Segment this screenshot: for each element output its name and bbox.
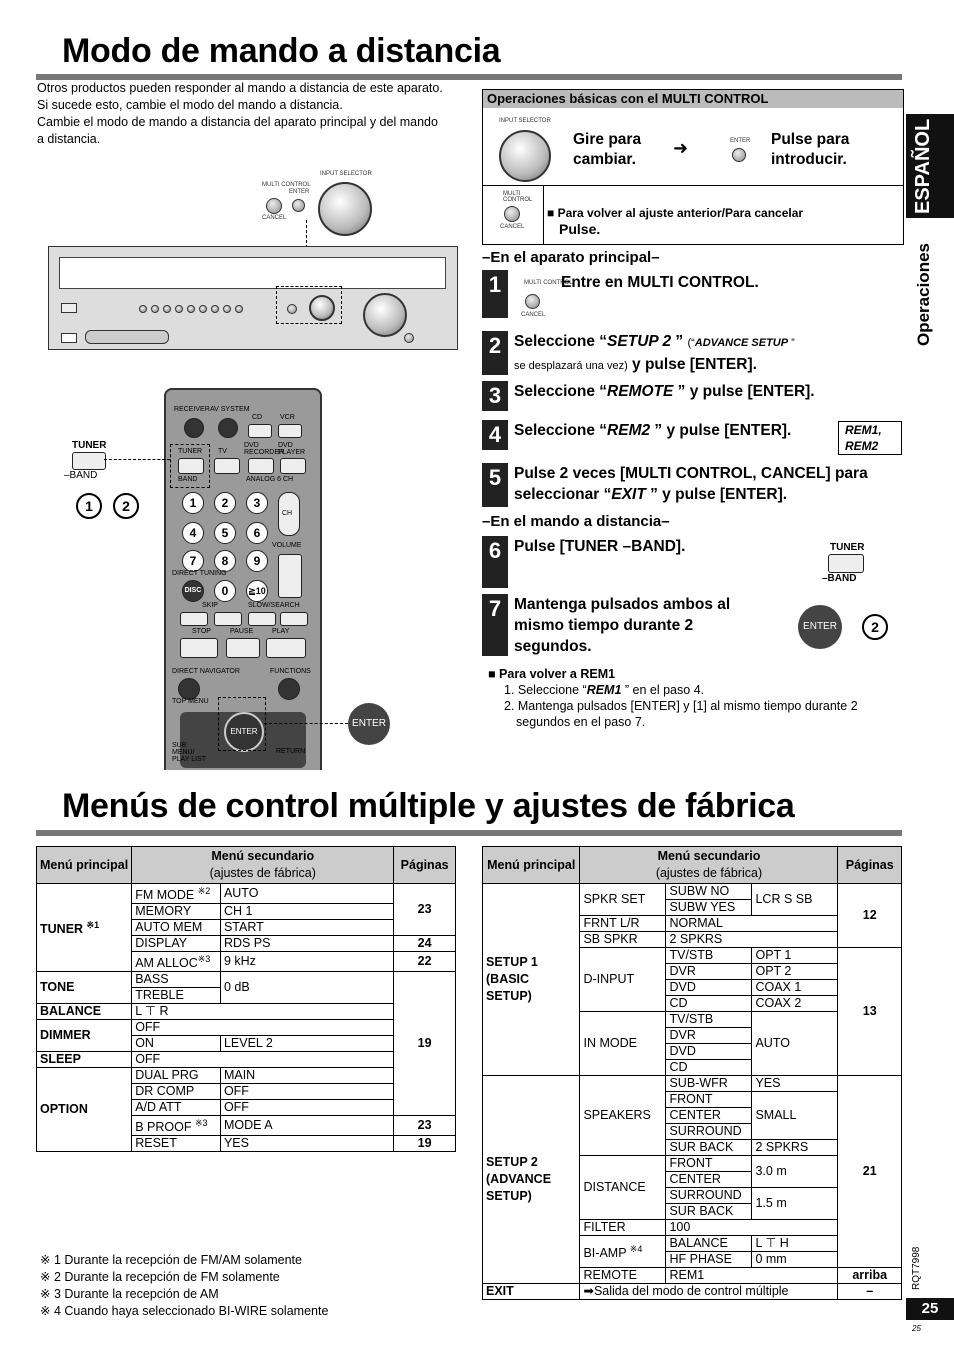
intro-line: Otros productos pueden responder al mando a distancia de este aparato. [37, 81, 443, 95]
menu-default: COAX 2 [752, 996, 838, 1012]
multi-control-button[interactable] [266, 198, 282, 214]
digit-1-button[interactable]: 1 [182, 492, 204, 514]
turn-to-change-text: Gire para cambiar. [573, 131, 642, 168]
step3-a: Seleccione “ [514, 383, 608, 400]
menu-default: CH 1 [220, 904, 393, 920]
front-inputs [85, 330, 169, 344]
phones-jack [61, 333, 77, 343]
band-label: –BAND [64, 470, 98, 481]
step2-text [514, 331, 894, 377]
circle-1-icon: 1 [76, 493, 102, 519]
table-header: Menú secundario (ajustes de fábrica) [132, 847, 394, 884]
stop-button[interactable] [180, 638, 218, 658]
cancel-press: Pulse. [559, 221, 601, 237]
dvd-player-button[interactable] [280, 458, 306, 474]
search-forward-button[interactable] [280, 612, 308, 626]
menu-sub: D-INPUT [580, 948, 666, 1012]
enter-leader-line [264, 723, 348, 724]
digit-8-button[interactable]: 8 [214, 550, 236, 572]
step5-text [514, 463, 868, 505]
step5-em: EXIT [611, 486, 646, 503]
menu-sub2: FRONT [666, 1156, 752, 1172]
remote-label: CD [252, 414, 263, 421]
tv-button[interactable] [214, 458, 240, 474]
multi-control-cancel-icon [504, 206, 520, 222]
menu-sub2: SUBW YES [666, 900, 752, 916]
rem-options-box: REM1, REM2 [838, 421, 902, 455]
menu-sub: TREBLE [132, 988, 221, 1004]
step7-line2: mismo tiempo durante 2 [514, 617, 694, 634]
menu-sub2: DVD [666, 1044, 752, 1060]
menu-default: AUTO [220, 884, 393, 904]
menu-main-dimmer: DIMMER [37, 1020, 132, 1052]
step4-b: ” y pulse [ENTER]. [650, 422, 792, 439]
menu-sub2: TV/STB [666, 1012, 752, 1028]
step4-a: Seleccione “ [514, 422, 608, 439]
menu-default: 2 SPKRS [666, 932, 838, 948]
menu-sub: DISTANCE [580, 1156, 666, 1220]
input-selector-knob[interactable] [318, 182, 372, 236]
menu-main-tuner: TUNER $^{※1}$ [37, 884, 132, 972]
skip-back-button[interactable] [180, 612, 208, 626]
footnote: ※ 3 Durante la recepción de AM [40, 1287, 219, 1301]
panel-button[interactable] [139, 305, 147, 313]
cancel-note: ■ Para volver al ajuste anterior/Para cancelar [547, 206, 804, 220]
intro-line: Cambie el modo de mando a distancia del aparato principal y del mando [37, 115, 438, 129]
unit-label-cancel: CANCEL [262, 215, 287, 221]
menu-sub2: CENTER [666, 1172, 752, 1188]
menu-default: ➡Salida del modo de control múltiple [580, 1284, 838, 1300]
menu-sub: FRNT L/R [580, 916, 666, 932]
menu-sub2: SUR BACK [666, 1204, 752, 1220]
remote-label: DIRECT TUNING [172, 570, 227, 577]
panel-button[interactable] [235, 305, 243, 313]
menu-sub2: DVR [666, 1028, 752, 1044]
menu-default: OPT 1 [752, 948, 838, 964]
menu-sub2: CD [666, 996, 752, 1012]
menu-default: 3.0 m [752, 1156, 838, 1188]
page-ref: arriba [838, 1268, 902, 1284]
table-header: Menú principal [483, 847, 580, 884]
remote-label: ANALOG 6 CH [246, 476, 294, 483]
remote-label: PAUSE [230, 628, 254, 635]
language-tab [906, 114, 954, 218]
step-number: 7 [482, 594, 508, 656]
step4-em: REM2 [607, 422, 651, 439]
step5-line2a: seleccionar “ [514, 486, 612, 503]
step2-small-em: ADVANCE SETUP [694, 337, 789, 349]
section-side-label: Operaciones [914, 243, 933, 346]
step5-line1: Pulse 2 veces [MULTI CONTROL, CANCEL] para [514, 465, 868, 482]
rem1-note-item: segundos en el paso 7. [516, 715, 646, 729]
remote-label: DIRECT NAVIGATOR [172, 668, 240, 675]
multi-control-basics-box [482, 89, 904, 245]
menu-sub2: SURROUND [666, 1124, 752, 1140]
digit-5-button[interactable]: 5 [214, 522, 236, 544]
page-ref: 19 [394, 1136, 456, 1152]
intro-text [37, 80, 467, 148]
menu-default: 0 dB [220, 972, 393, 1004]
arrow-icon: ➜ [673, 138, 689, 158]
remote-label: STOP [192, 628, 211, 635]
title-rule [36, 830, 902, 836]
menu-sub2: DVR [666, 964, 752, 980]
page-ref: 19 [394, 972, 456, 1116]
menu-default: 0 mm [752, 1252, 838, 1268]
menu-default: OFF [220, 1084, 393, 1100]
menu-default: AUTO [752, 1012, 838, 1076]
menu-sub: DR COMP [132, 1084, 221, 1100]
panel-button[interactable] [211, 305, 219, 313]
functions-button[interactable] [278, 678, 300, 700]
remote-label: DVD RECORDER [244, 442, 285, 456]
menu-main-setup2: SETUP 2 (ADVANCE SETUP) [483, 1076, 580, 1284]
step4-text [514, 420, 791, 441]
step-number: 1 [482, 270, 508, 318]
menu-sub: A/D ATT [132, 1100, 221, 1116]
step3-em: REMOTE [607, 383, 674, 400]
rem1-item1a: 1. Seleccione “ [504, 683, 587, 697]
menu-sub: MEMORY [132, 904, 221, 920]
menu-default: SMALL [752, 1092, 838, 1140]
remote-label: VOLUME [272, 542, 302, 549]
menu-sub: BASS [132, 972, 221, 988]
direct-navigator-button[interactable] [178, 678, 200, 700]
menu-sub2: SUBW NO [666, 884, 752, 900]
enter-button-icon [732, 148, 746, 162]
rem1-item1em: REM1 [586, 683, 622, 697]
menu-sub2: HF PHASE [666, 1252, 752, 1268]
panel-button[interactable] [199, 305, 207, 313]
remote-label: TUNER [178, 448, 203, 455]
remote-label: BAND [178, 476, 198, 483]
box-label-multi: MULTI CONTROL [503, 191, 533, 203]
step2-small-a: (“ [687, 337, 695, 349]
menu-default: RDS PS [220, 936, 393, 952]
enter-highlight [218, 697, 266, 751]
menu-main-exit: EXIT [483, 1284, 580, 1300]
menu-default: 1.5 m [752, 1188, 838, 1220]
menu-default: L ⊤ H [752, 1236, 838, 1252]
menu-sub: BI-AMP $^{※4}$ [580, 1236, 666, 1268]
page-number-small: 25 [912, 1324, 921, 1333]
page-ref: 12 [838, 884, 902, 948]
step6-tuner-band-button [828, 554, 864, 573]
step7-line3: segundos. [514, 638, 592, 655]
box-label-enter: ENTER [730, 138, 751, 144]
menu-default: YES [752, 1076, 838, 1092]
skip-forward-button[interactable] [214, 612, 242, 626]
step7-text [514, 594, 730, 657]
power-button[interactable] [61, 303, 77, 313]
digit-6-button[interactable]: 6 [246, 522, 268, 544]
menu-sub: DUAL PRG [132, 1068, 221, 1084]
box-label-input-selector: INPUT SELECTOR [499, 118, 551, 124]
remote-heading: –En el mando a distancia– [482, 513, 670, 530]
menu-default: 2 SPKRS [752, 1140, 838, 1156]
remote-label: TV [218, 448, 227, 455]
panel-button[interactable] [187, 305, 195, 313]
menu-sub2: DVD [666, 980, 752, 996]
menu-main-setup1: SETUP 1 (BASIC SETUP) [483, 884, 580, 1076]
step1-label-multi: MULTI CONTROL [524, 280, 573, 286]
rem1-note [488, 666, 898, 730]
page-ref: 21 [838, 1076, 902, 1268]
dvd-recorder-button[interactable] [248, 458, 274, 474]
table-header: Menú secundario (ajustes de fábrica) [580, 847, 838, 884]
highlight-box [276, 286, 342, 324]
menu-sub: FM MODE $^{※2}$ [132, 884, 221, 904]
menu-sub2: TV/STB [666, 948, 752, 964]
menu-sub2: BALANCE [666, 1236, 752, 1252]
menu-default: NORMAL [666, 916, 838, 932]
menu-sub2: SURROUND [666, 1188, 752, 1204]
volume-knob[interactable] [363, 293, 407, 337]
menu-sub: RESET [132, 1136, 221, 1152]
intro-line: a distancia. [37, 132, 101, 146]
remote-label: FUNCTIONS [270, 668, 311, 675]
menu-default: 9 kHz [220, 952, 393, 972]
menu-sub2: CENTER [666, 1108, 752, 1124]
multi-control-box-header: Operaciones básicas con el MULTI CONTROL [483, 90, 903, 108]
menu-default: OFF [132, 1052, 394, 1068]
menu-default: OPT 2 [752, 964, 838, 980]
step2-a: Seleccione “ [514, 333, 608, 350]
menu-sub: SPKR SET [580, 884, 666, 916]
receiver-power-button[interactable] [184, 418, 204, 438]
menu-default: REM1 [666, 1268, 838, 1284]
phones-output [404, 333, 414, 343]
enter-button[interactable] [292, 199, 305, 212]
remote-label: TOP MENU [172, 698, 209, 705]
play-button[interactable] [266, 638, 306, 658]
step3-text [514, 381, 815, 402]
step2-c: y pulse [ENTER]. [627, 356, 757, 373]
language-tab-label: ESPAÑOL [912, 118, 934, 214]
menu-main-sleep: SLEEP [37, 1052, 132, 1068]
step-number: 6 [482, 536, 508, 588]
menu-sub2: SUR BACK [666, 1140, 752, 1156]
remote-label: SKIP [202, 602, 218, 609]
cd-button[interactable] [248, 424, 272, 438]
tuner-band-button-callout [72, 452, 106, 470]
left-menu-table [36, 846, 456, 1152]
page-ref: 22 [394, 952, 456, 972]
step2-small-b: ” [788, 337, 795, 349]
menu-sub2: CD [666, 1060, 752, 1076]
document-code: RQT7998 [911, 1246, 922, 1290]
remote-label: PLAY [272, 628, 290, 635]
av-system-power-button[interactable] [218, 418, 238, 438]
step5-line2b: ” y pulse [ENTER]. [645, 486, 788, 503]
step-number: 3 [482, 381, 508, 411]
panel-button[interactable] [151, 305, 159, 313]
panel-button[interactable] [223, 305, 231, 313]
digit-4-button[interactable]: 4 [182, 522, 204, 544]
step2-em: SETUP 2 [607, 333, 672, 350]
step1-label-cancel: CANCEL [521, 312, 546, 318]
ten-plus-button[interactable]: ≧10 [246, 580, 268, 602]
pause-button[interactable] [226, 638, 260, 658]
page-ref: 13 [838, 948, 902, 1076]
step1-multi-control-icon [525, 294, 540, 309]
menu-sub: OFF [132, 1020, 394, 1036]
page-ref: 23 [394, 1116, 456, 1136]
step6-text: Pulse [TUNER –BAND]. [514, 538, 686, 555]
intro-line: Si sucede esto, cambie el modo del mando a distancia. [37, 98, 343, 112]
remote-label: RETURN [276, 748, 306, 755]
menu-default: LCR S SB [752, 884, 838, 916]
digit-2-button[interactable]: 2 [214, 492, 236, 514]
footnote: ※ 2 Durante la recepción de FM solamente [40, 1270, 280, 1284]
step-number: 5 [482, 463, 508, 507]
digit-7-button[interactable]: 7 [182, 550, 204, 572]
step2-small-c: se desplazará una vez) [514, 360, 628, 372]
unit-label-enter: ENTER [289, 189, 310, 195]
page-ref: – [838, 1284, 902, 1300]
vcr-button[interactable] [278, 424, 302, 438]
input-selector-knob-icon [499, 130, 551, 182]
menu-default: L ⊤ R [132, 1004, 394, 1020]
section-title: Modo de mando a distancia [62, 32, 501, 70]
menu-main-balance: BALANCE [37, 1004, 132, 1020]
menu-default: COAX 1 [752, 980, 838, 996]
step7-line1: Mantenga pulsados ambos al [514, 596, 731, 613]
rem1-note-title-text: Para volver a REM1 [499, 667, 616, 681]
menu-sub: B PROOF $^{※3}$ [132, 1116, 221, 1136]
table-header: Menú principal [37, 847, 132, 884]
step3-b: ” y pulse [ENTER]. [673, 383, 815, 400]
step2-b: ” [671, 333, 688, 350]
rem1-note-title: ■ Para volver a REM1 [488, 667, 616, 681]
cancel-note-text: Para volver al ajuste anterior/Para cancelar [557, 206, 804, 220]
menu-main-tone: TONE [37, 972, 132, 1004]
menu-default: LEVEL 2 [220, 1036, 393, 1052]
right-menu-table [482, 846, 902, 1300]
remote-label: VCR [280, 414, 295, 421]
menu-default: 100 [666, 1220, 838, 1236]
main-unit-heading: –En el aparato principal– [482, 249, 660, 266]
menu-sub: AM ALLOC$^{※3}$ [132, 952, 221, 972]
menu-sub: AUTO MEM [132, 920, 221, 936]
menu-sub: SPEAKERS [580, 1076, 666, 1156]
step7-button-2-icon: 2 [862, 614, 888, 640]
digit-9-button[interactable]: 9 [246, 550, 268, 572]
menu-sub: DISPLAY [132, 936, 221, 952]
remote-label: SUB MENU/ PLAY LIST [172, 742, 206, 763]
menu-sub: REMOTE [580, 1268, 666, 1284]
menu-sub: IN MODE [580, 1012, 666, 1076]
rem1-item1b: ” en el paso 4. [621, 683, 705, 697]
volume-rocker[interactable] [278, 554, 302, 598]
remote-label: AV SYSTEM [210, 406, 250, 413]
rem1-note-item [488, 682, 898, 698]
remote-label: DVD PLAYER [278, 442, 306, 456]
tuner-leader-line [104, 459, 170, 460]
unit-label-multi: MULTI CONTROL [262, 182, 311, 188]
footnote: ※ 4 Cuando haya seleccionado BI-WIRE solamente [40, 1304, 329, 1318]
panel-button[interactable] [175, 305, 183, 313]
section2-title: Menús de control múltiple y ajustes de fábrica [62, 787, 795, 825]
footnote: ※ 1 Durante la recepción de FM/AM solamente [40, 1253, 302, 1267]
panel-button[interactable] [163, 305, 171, 313]
menu-sub: FILTER [580, 1220, 666, 1236]
box-divider [483, 185, 903, 186]
table-header: Páginas [394, 847, 456, 884]
press-to-enter-text: Pulse para introducir. [771, 131, 850, 168]
menu-sub2: SUB-WFR [666, 1076, 752, 1092]
box-label-cancel: CANCEL [500, 224, 525, 230]
digit-0-button[interactable]: 0 [214, 580, 236, 602]
step6-tuner-label: TUNER [830, 542, 865, 553]
rem1-note-item: 2. Mantenga pulsados [ENTER] y [1] al mismo tiempo durante 2 [504, 699, 858, 713]
step7-enter-icon: ENTER [798, 605, 842, 649]
menu-default: YES [220, 1136, 393, 1152]
menu-default: START [220, 920, 393, 936]
remote-label: SLOW/SEARCH [248, 602, 300, 609]
circle-2-icon: 2 [113, 493, 139, 519]
disc-button[interactable]: DISC [182, 580, 204, 602]
unit-label-input-selector: INPUT SELECTOR [320, 171, 372, 177]
step-number: 4 [482, 420, 508, 450]
menu-sub: ON [132, 1036, 221, 1052]
amplifier-front-panel [48, 246, 458, 350]
menu-default: MAIN [220, 1068, 393, 1084]
step-number: 2 [482, 331, 508, 375]
menu-default: OFF [220, 1100, 393, 1116]
digit-3-button[interactable]: 3 [246, 492, 268, 514]
search-back-button[interactable] [248, 612, 276, 626]
step6-band-label: –BAND [822, 573, 857, 584]
tuner-highlight [170, 444, 210, 488]
menu-sub: SB SPKR [580, 932, 666, 948]
page-ref: 23 [394, 884, 456, 936]
display-window [59, 257, 446, 289]
remote-label: CH [282, 510, 293, 517]
remote-label: RECEIVER [174, 406, 210, 413]
tuner-label: TUNER [72, 440, 107, 451]
enter-callout-icon: ENTER [348, 703, 390, 745]
step1-text: Entre en MULTI CONTROL. [561, 274, 759, 291]
menu-sub2: FRONT [666, 1092, 752, 1108]
page-ref: 24 [394, 936, 456, 952]
footnotes [40, 1252, 460, 1320]
page-number: 25 [906, 1298, 954, 1320]
table-header: Páginas [838, 847, 902, 884]
menu-main-option: OPTION [37, 1068, 132, 1152]
remote-enter-button[interactable]: ENTER [224, 712, 264, 752]
menu-default: MODE A [220, 1116, 393, 1136]
